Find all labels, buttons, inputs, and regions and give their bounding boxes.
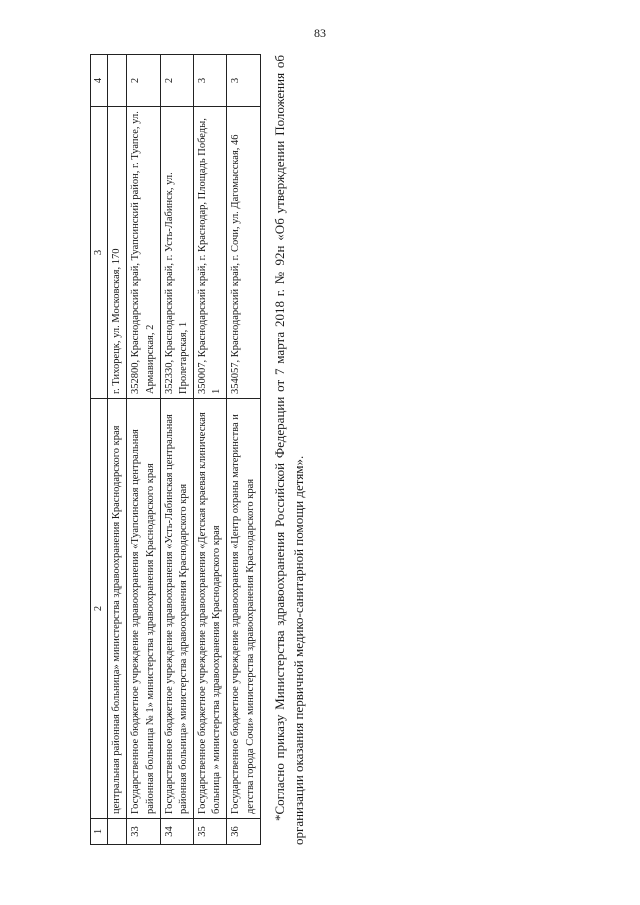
table-header-row <box>91 55 108 845</box>
column-header: 2 <box>91 399 108 819</box>
footnote: *Согласно приказу Министерства здравоохранения Российской Федерации от 7 марта 2018 г. № 92н «Об утверждении Положения об организации оказания первичной медико-санитарной помощи детям». <box>271 55 306 845</box>
facility-name: Государственное бюджетное учреждение здравоохранения «Туапсинская центральная районная больница № 1» министерства здравоохранения Краснодарского края <box>127 399 160 819</box>
facility-address: 352330, Краснодарский край, г. Усть-Лабинск, ул. Пролетарская, 1 <box>160 107 193 399</box>
table-row <box>194 55 227 845</box>
facility-category: 3 <box>227 55 260 107</box>
facilities-table <box>90 54 261 845</box>
facility-category: 2 <box>127 55 160 107</box>
column-header: 3 <box>91 107 108 399</box>
row-number <box>108 819 127 845</box>
table-row <box>160 55 193 845</box>
facility-address: 350007, Краснодарский край, г. Краснодар, Площадь Победы, 1 <box>194 107 227 399</box>
table-row <box>227 55 260 845</box>
facility-address: г. Тихорецк, ул. Московская, 170 <box>108 107 127 399</box>
row-number: 34 <box>160 819 193 845</box>
facility-category <box>108 55 127 107</box>
table-row <box>108 55 127 845</box>
facility-address: 352800, Краснодарский край, Туапсинский район, г. Туапсе, ул. Армавирская, 2 <box>127 107 160 399</box>
column-header: 1 <box>91 819 108 845</box>
facility-name: Государственное бюджетное учреждение здравоохранения «Детская краевая клиническая больница » министерства здравоохранения Краснодарского края <box>194 399 227 819</box>
facility-address: 354057, Краснодарский край, г. Сочи, ул. Дагомысская, 46 <box>227 107 260 399</box>
column-header: 4 <box>91 55 108 107</box>
table-row <box>127 55 160 845</box>
facility-name: Государственное бюджетное учреждение здравоохранения «Центр охраны материнства и детства города Сочи» министерства здравоохранения Краснодарского края <box>227 399 260 819</box>
facility-name: центральная районная больница» министерства здравоохранения Краснодарского края <box>108 399 127 819</box>
facility-name: Государственное бюджетное учреждение здравоохранения «Усть-Лабинская центральная районная больница» министерства здравоохранения Краснодарского края <box>160 399 193 819</box>
row-number: 36 <box>227 819 260 845</box>
rotated-content <box>90 55 420 845</box>
facility-category: 3 <box>194 55 227 107</box>
page-number: 83 <box>314 26 326 40</box>
row-number: 35 <box>194 819 227 845</box>
row-number: 33 <box>127 819 160 845</box>
facility-category: 2 <box>160 55 193 107</box>
